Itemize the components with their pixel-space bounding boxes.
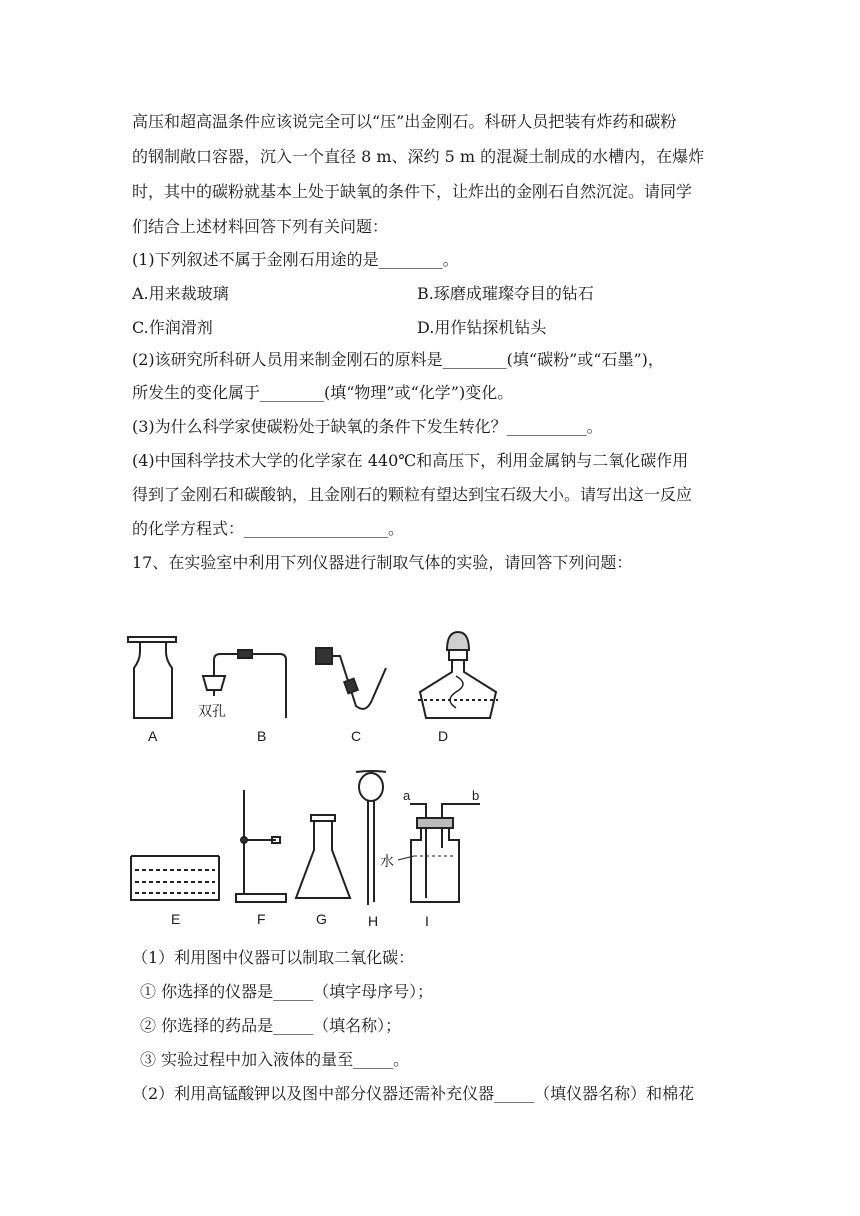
label-a: A (148, 728, 158, 744)
label-water: 水 (380, 854, 394, 870)
q17-sub-1a: ① 你选择的仪器是_____（填字母序号）； (140, 982, 434, 1001)
option-a: A.用来裁玻璃 (132, 284, 229, 303)
q16-part-4a: (4)中国科学技术大学的化学家在 440℃和高压下，利用金属钠与二氧化碳作用 (132, 451, 689, 470)
passage-line-2: 的钢制敞口容器，沉入一个直径 8 m、深约 5 m 的混凝土制成的水槽内，在爆炸 (132, 147, 705, 166)
label-b: B (257, 728, 267, 744)
apparatus-b-stopper-tube (203, 650, 286, 718)
q16-part-4c: 的化学方程式：__________________。 (132, 519, 405, 538)
q16-options-row-2 (132, 318, 547, 338)
apparatus-c-bent-tube (316, 648, 386, 709)
apparatus-e-water-trough (131, 856, 219, 900)
label-f: F (257, 911, 266, 927)
q16-part-2a: (2)该研究所科研人员用来制金刚石的原料是________(填“碳粉”或“石墨”)， (132, 350, 664, 369)
q17-stem: 17、在实验室中利用下列仪器进行制取气体的实验，请回答下列问题： (132, 553, 633, 572)
apparatus-d-alcohol-lamp (418, 632, 498, 718)
label-e: E (171, 911, 181, 927)
q17-sub-2: （2）利用高锰酸钾以及图中部分仪器还需补充仪器_____（填仪器名称）和棉花 (132, 1084, 695, 1103)
label-two-hole: 双孔 (198, 704, 226, 720)
passage-line-4: 们结合上述材料回答下列有关问题： (132, 217, 389, 236)
option-b: B.琢磨成璀璨夺目的钻石 (417, 284, 594, 303)
option-d: D.用作钻探机钻头 (417, 318, 547, 337)
label-d: D (438, 728, 449, 744)
apparatus-f-iron-stand (236, 790, 286, 902)
q17-sub-1: （1）利用图中仪器可以制取二氧化碳： (132, 948, 415, 967)
passage-line-1: 高压和超高温条件应该说完全可以“压”出金刚石。科研人员把装有炸药和碳粉 (132, 112, 677, 131)
q17-sub-1b: ② 你选择的药品是_____（填名称）； (140, 1016, 402, 1035)
q16-part-4b: 得到了金刚石和碳酸钠，且金刚石的颗粒有望达到宝石级大小。请写出这一反应 (132, 485, 693, 504)
option-c: C.作润滑剂 (132, 318, 213, 337)
q16-part-1: (1)下列叙述不属于金刚石用途的是________。 (132, 250, 459, 269)
label-port-a: a (403, 788, 411, 803)
label-c: C (351, 728, 362, 744)
apparatus-h-funnel (356, 771, 386, 905)
passage-line-3: 时，其中的碳粉就基本上处于缺氧的条件下，让炸出的金刚石自然沉淀。请同学 (132, 182, 693, 201)
label-i: I (425, 913, 429, 929)
label-h: H (368, 913, 379, 929)
label-g: G (316, 911, 327, 927)
q17-sub-1c: ③ 实验过程中加入液体的量至_____。 (140, 1050, 410, 1069)
q16-part-3: (3)为什么科学家使碳粉处于缺氧的条件下发生转化？__________。 (132, 417, 603, 436)
q16-part-2b: 所发生的变化属于________(填“物理”或“化学”)变化。 (132, 383, 514, 402)
apparatus-a-gas-bottle (128, 637, 176, 718)
label-port-b: b (472, 788, 480, 803)
apparatus-i-washing-bottle (398, 804, 480, 902)
apparatus-g-conical-flask (296, 815, 350, 898)
q16-options-row-1 (132, 284, 594, 304)
